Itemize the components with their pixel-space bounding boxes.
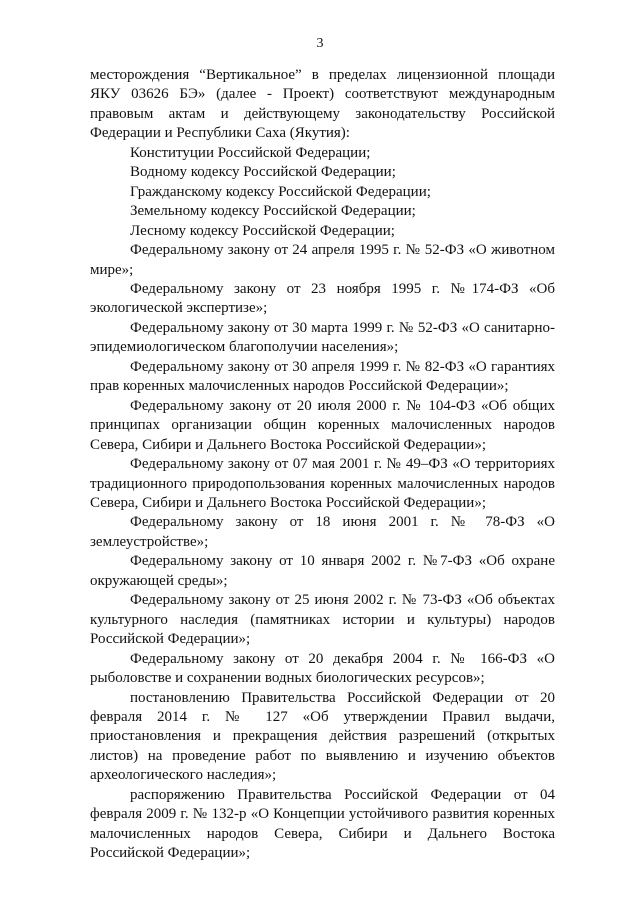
list-item: Федеральному закону от 30 апреля 1999 г. № 82-ФЗ «О гарантиях прав коренных малочисленных народов Российской Федерации»; <box>90 358 555 395</box>
list-item: Федеральному закону от 30 марта 1999 г. № 52-ФЗ «О санитарно-эпидемиологическом благополучии населения»; <box>90 319 555 356</box>
intro-paragraph: месторождения “Вертикальное” в пределах лицензионной площади ЯКУ 03626 БЭ» (далее - Проект) соответствуют международным правовым актам и действующему законодательству Российской Федерации и Республики Саха (Якутия): <box>90 67 555 142</box>
list-item: Федеральному закону от 25 июня 2002 г. № 73-ФЗ «Об объектах культурного наследия (памятниках истории и культуры) народов Российской Федерации»; <box>90 592 555 648</box>
list-item: Водному кодексу Российской Федерации; <box>130 164 396 181</box>
list-item: Федеральному закону от 07 мая 2001 г. № 49–ФЗ «О территориях традиционного природопользования коренных малочисленных народов Севера, Сибири и Дальнего Востока Российской Федерации»; <box>90 456 555 511</box>
list-item: постановлению Правительства Российской Федерации от 20 февраля 2014 г. № 127 «Об утверждении Правил выдачи, приостановления и прекращения действия разрешений (открытых листов) на проведение работ по выявлению и изучению объектов археологического наследия»; <box>90 689 555 784</box>
list-item: Федеральному закону от 20 июля 2000 г. № 104-ФЗ «Об общих принципах организации общин коренных малочисленных народов Севера, Сибири и Дальнего Востока Российской Федерации»; <box>90 397 555 453</box>
list-item: Федеральному закону от 18 июня 2001 г. № 78-ФЗ «О землеустройстве»; <box>90 514 555 550</box>
list-item: Федеральному закону от 20 декабря 2004 г. № 166-ФЗ «О рыболовстве и сохранении водных биологических ресурсов»; <box>90 650 555 687</box>
list-item: Федеральному закону от 23 ноября 1995 г. №174-ФЗ «Об экологической экспертизе»; <box>90 280 555 317</box>
list-item: распоряжению Правительства Российской Федерации от 04 февраля 2009 г. № 132-р «О Концепции устойчивого развития коренных малочисленных народов Севера, Сибири и Дальнего Востока Российской Федерации»; <box>90 786 555 862</box>
page-number: 3 <box>316 36 324 51</box>
list-item: Лесному кодексу Российской Федерации; <box>130 222 395 239</box>
list-item: Федеральному закону от 24 апреля 1995 г. № 52-ФЗ «О животном мире»; <box>90 242 555 278</box>
list-item: Гражданскому кодексу Российской Федерации; <box>130 183 431 200</box>
list-item: Земельному кодексу Российской Федерации; <box>130 203 416 220</box>
list-item: Конституции Российской Федерации; <box>130 144 371 161</box>
document-body <box>90 66 555 864</box>
list-item: Федеральному закону от 10 января 2002 г. №7-ФЗ «Об охране окружающей среды»; <box>90 553 555 589</box>
